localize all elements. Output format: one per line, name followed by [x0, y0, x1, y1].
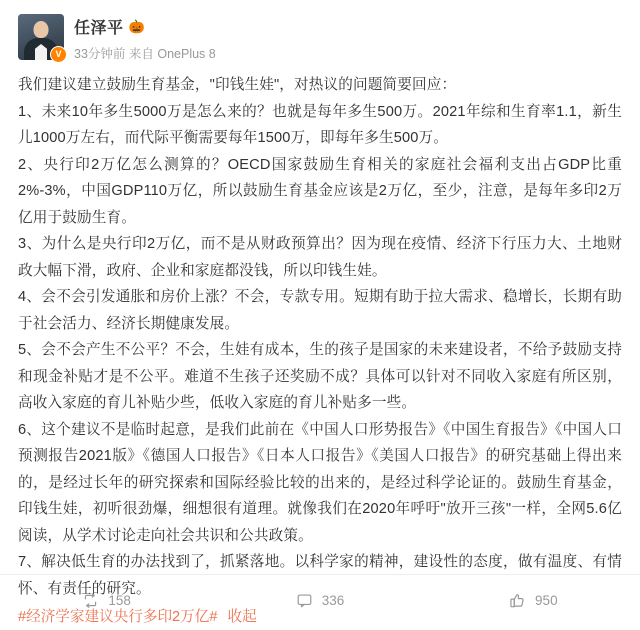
- post-actions-bar: [0, 574, 640, 625]
- comment-icon: [296, 592, 313, 609]
- post-content: [18, 72, 622, 602]
- post-paragraph: 3、为什么是央行印2万亿，而不是从财政预算出？因为现在疫情、经济下行压力大、土地财政大幅下滑，政府、企业和家庭都没钱，所以印钱生娃。: [18, 236, 622, 279]
- repost-button[interactable]: [0, 575, 213, 625]
- avatar-head: [34, 21, 49, 38]
- like-button[interactable]: [427, 575, 640, 625]
- comment-count: 336: [321, 592, 345, 608]
- like-icon: [509, 592, 526, 609]
- pumpkin-tag-icon: 🎃: [128, 19, 145, 34]
- like-count: 950: [535, 592, 558, 608]
- repost-count: 158: [108, 592, 131, 608]
- user-name-row: [74, 15, 216, 38]
- verified-badge-icon: V: [50, 46, 67, 63]
- post-paragraph: 2、央行印2万亿怎么测算的？OECD国家鼓励生育相关的家庭社会福利支出占GDP比重2%-3%，中国GDP110万亿，所以鼓励生育基金应该是2万亿，至少，注意，是每年多印2万亿用于鼓励生育。: [18, 156, 622, 226]
- post-header: [18, 14, 622, 62]
- post-paragraph: 我们建议建立鼓励生育基金，"印钱生娃"，对热议的问题简要回应：: [18, 77, 457, 93]
- post-header-text: [74, 14, 216, 62]
- collapse-button[interactable]: 收起: [227, 609, 257, 625]
- post-paragraph: 6、这个建议不是临时起意，是我们此前在《中国人口形势报告》《中国生育报告》《中国人口预测报告2021版》《德国人口报告》《日本人口报告》《美国人口报告》的研究基础上得出来的，是经过长年的研究探索和国际经验比较的出来的，是经过科学论证的。鼓励生育基金，印钱生娃，初听很劲爆，细想很有道理。就像我们在2020年呼吁"放开三孩"一样，全网5.6亿阅读，从学术讨论走向社会共识和公共政策。: [18, 421, 622, 544]
- post-paragraph: 5、会不会产生不公平？不会，生娃有成本，生的孩子是国家的未来建设者，不给予鼓励支持和现金补贴才是不公平。难道不生孩子还奖励不成？具体可以针对不同收入家庭有所区别，高收入家庭的育儿补贴少些，低收入家庭的育儿补贴多一些。: [18, 342, 622, 411]
- post-paragraph: 7、解决低生育的办法找到了，抓紧落地。以科学家的精神，建设性的态度，做有温度、有情怀、有责任的研究。: [18, 554, 622, 597]
- post-meta: [74, 44, 216, 62]
- post-source[interactable]: 来自 OnePlus 8: [128, 47, 216, 61]
- topic-link[interactable]: #经济学家建议央行多印2万亿#: [18, 609, 218, 625]
- post-paragraph: 1、未来10年多生5000万是怎么来的？也就是每年多生500万。2021年综和生育率1.1，新生儿1000万左右，而代际平衡需要每年1500万，即每年多生500万。: [18, 103, 622, 146]
- user-name[interactable]: 任泽平: [74, 20, 124, 37]
- comment-button[interactable]: [213, 575, 426, 625]
- repost-icon: [82, 592, 99, 609]
- avatar[interactable]: [18, 14, 64, 60]
- post-paragraph: 4、会不会引发通胀和房价上涨？不会，专款专用。短期有助于拉大需求、稳增长，长期有助于社会活力、经济长期健康发展。: [18, 289, 622, 332]
- post-time: 33分钟前: [74, 47, 126, 61]
